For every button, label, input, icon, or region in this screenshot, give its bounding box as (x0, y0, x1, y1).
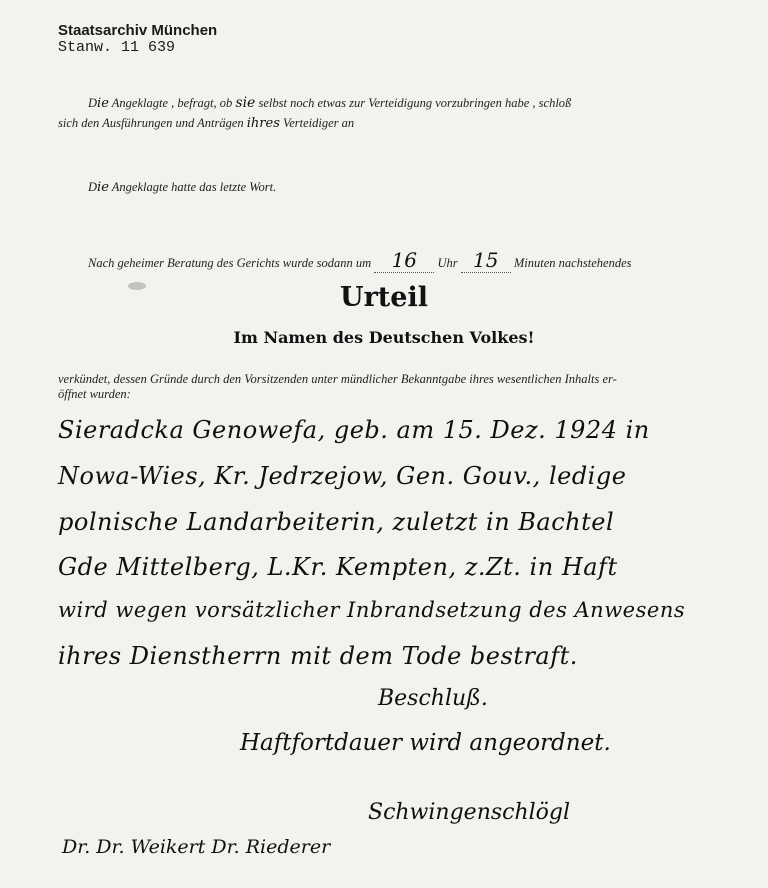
minutes-value: 15 (461, 248, 511, 273)
form-line-6: öffnet wurden: (58, 387, 131, 401)
resolution-heading: Beschluß. (378, 686, 488, 711)
form-line-4: Nach geheimer Beratung des Gerichts wurde sodann um 16 Uhr 15 Minuten nachstehendes (88, 248, 632, 272)
hand-fill: ihres (246, 116, 280, 131)
hand-fill: ie (97, 180, 109, 195)
form-line-5: verkündet, dessen Gründe durch den Vorsitzenden unter mündlicher Bekanntgabe ihres wesentlichen Inhalts er- (58, 372, 617, 386)
handwriting-line-4: Gde Mittelberg, L.Kr. Kempten, z.Zt. in Haft (58, 553, 618, 581)
form-line-1: Die Angeklagte , befragt, ob sie selbst noch etwas zur Verteidigung vorzubringen habe , schloß (88, 95, 572, 111)
handwriting-line-2: Nowa-Wies, Kr. Jedrzejow, Gen. Gouv., ledige (58, 462, 627, 490)
archive-name: Staatsarchiv München (58, 22, 218, 39)
handwriting-line-6: ihres Dienstherrn mit dem Tode bestraft. (58, 642, 578, 670)
hand-fill: sie (235, 95, 256, 111)
verdict-subtitle: Im Namen des Deutschen Volkes! (233, 328, 535, 347)
detention-order: Haftfortdauer wird angeordnet. (240, 730, 611, 756)
signature-judges: Dr. Dr. Weikert Dr. Riederer (62, 836, 331, 858)
archive-signature: Stanw. 11 639 (58, 39, 176, 56)
handwriting-line-3: polnische Landarbeiterin, zuletzt in Bachtel (58, 508, 615, 536)
signature-presiding-judge: Schwingenschlögl (368, 800, 571, 825)
verdict-title: Urteil (340, 282, 428, 313)
handwriting-line-5: wird wegen vorsätzlicher Inbrandsetzung des Anwesens (58, 598, 686, 622)
hand-fill: ie (97, 96, 109, 111)
form-line-2: sich den Ausführungen und Anträgen ihres Verteidiger an (58, 116, 355, 131)
archive-stamp (58, 22, 217, 56)
handwriting-line-1: Sieradcka Genowefa, geb. am 15. Dez. 1924 in (58, 416, 650, 444)
form-line-3: Die Angeklagte hatte das letzte Wort. (88, 180, 277, 195)
hour-value: 16 (374, 248, 434, 273)
